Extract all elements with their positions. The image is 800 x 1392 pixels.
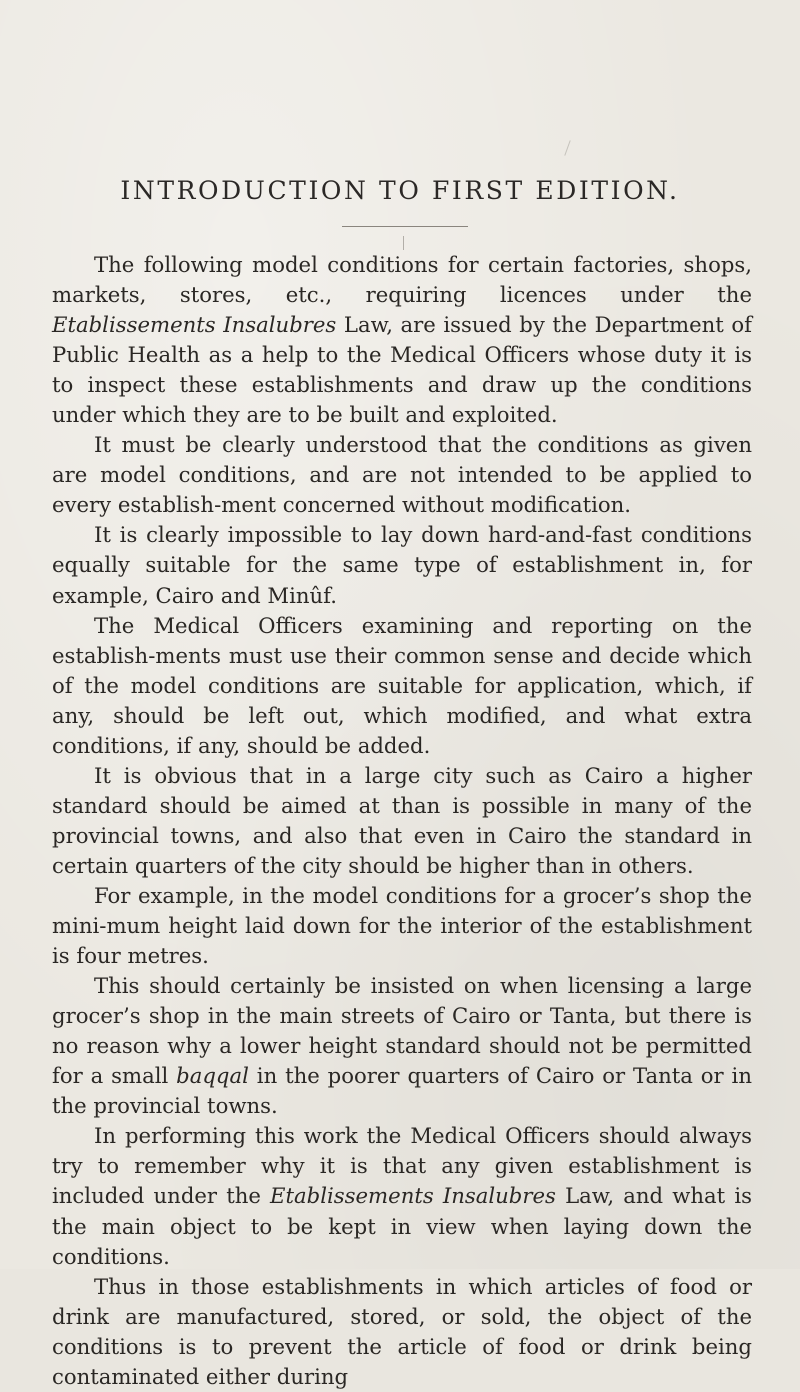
title-rule [342, 226, 468, 227]
scan-artifact [564, 140, 570, 155]
text-run: It must be clearly understood that the conditions as given are model conditions, and are not intended to be applied to every establish-ment concerned without modification. [52, 432, 752, 518]
paragraph [52, 250, 752, 430]
paragraph [52, 430, 752, 520]
text-run: The Medical Officers examining and reporting on the establish-ments must use their common sense and decide which of the model conditions are suitable for application, which, if any, should be left out, which modified, and what extra conditions, if any, should be added. [52, 612, 752, 758]
body-text [52, 250, 752, 1392]
text-run: The following model conditions for certain factories, shops, markets, stores, etc., requiring licences under the [52, 252, 752, 308]
text-run: in the poorer quarters of Cairo or Tanta or in the provincial towns. [52, 1063, 752, 1119]
italic-term: Etablissements Insalubres [270, 1183, 556, 1209]
text-run: For example, in the model conditions for a grocer’s shop the mini-mum height laid down for the interior of the establishment is four metres. [52, 882, 752, 969]
text-run: It is obvious that in a large city such as Cairo a higher standard should be aimed at than is possible in many of the provincial towns, and also that even in Cairo the standard in certain quarters of the city should be higher than in others. [52, 762, 752, 878]
paragraph [52, 1121, 752, 1271]
paragraph [52, 1272, 752, 1392]
text-run: It is clearly impossible to lay down hard-and-fast conditions equally suitable for the same type of establishment in, for example, Cairo and Minûf. [52, 522, 752, 608]
italic-term: Etablissements Insalubres [52, 312, 337, 338]
italic-term: baqqal [176, 1063, 249, 1089]
scan-artifact [403, 236, 404, 250]
paragraph [52, 520, 752, 610]
text-run: Law, and what is the main object to be kept in view when laying down the conditions. [52, 1183, 752, 1269]
paragraph [52, 611, 752, 761]
page-title: INTRODUCTION TO FIRST EDITION. [120, 176, 680, 205]
text-run: This should certainly be insisted on when licensing a large grocer’s shop in the main streets of Cairo or Tanta, but there is no reason why a lower height standard should not be permitted for a small [52, 973, 752, 1089]
text-run: Law, are issued by the Department of Public Health as a help to the Medical Officers whose duty it is to inspect these establishments and draw up the conditions under which they are to be built and exploited. [52, 312, 752, 428]
paragraph [52, 971, 752, 1121]
text-run: In performing this work the Medical Officers should always try to remember why it is that any given establishment is included under the [52, 1123, 752, 1209]
text-run: Thus in those establishments in which articles of food or drink are manufactured, stored, or sold, the object of the conditions is to prevent the article of food or drink being contaminated either during [52, 1273, 752, 1389]
paragraph [52, 881, 752, 971]
paragraph [52, 761, 752, 881]
